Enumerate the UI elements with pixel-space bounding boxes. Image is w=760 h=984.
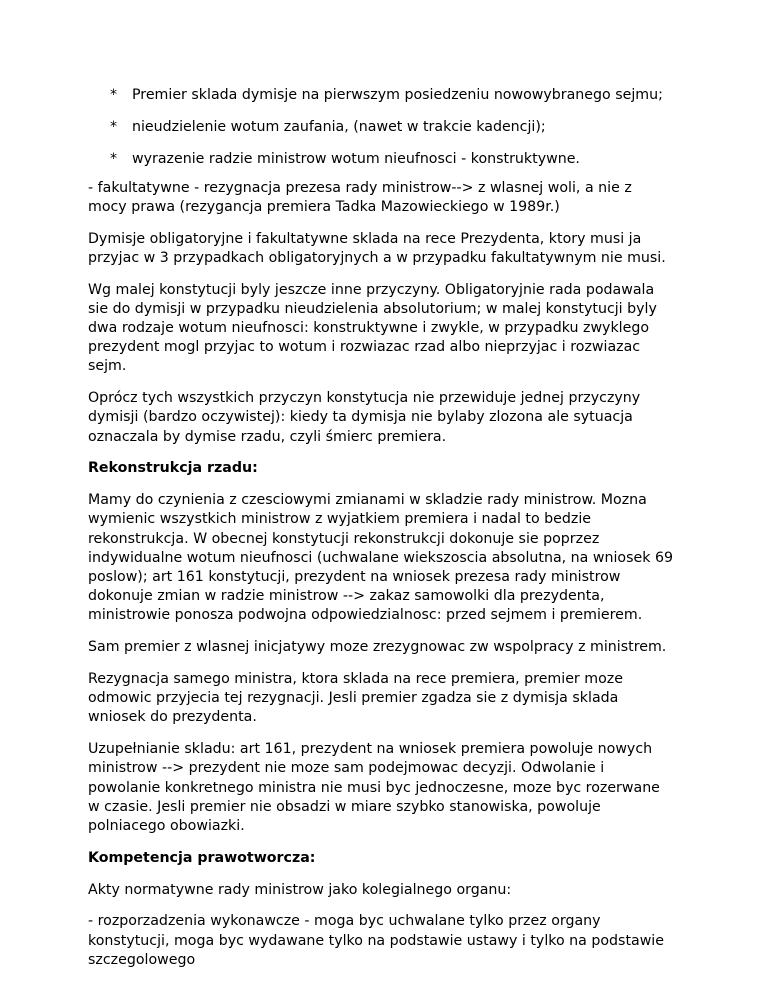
paragraph-mala-konstytucja: Wg malej konstytucji byly jeszcze inne przyczyny. Obligatoryjnie rada podawala sie do dymisji w przypadku nieudzielenia absolutorium; w malej konstytucji byly dwa rodzaje wotum nieufnosci: konstruktywne i zwykle, w przypadku zwyklego prezydent mogl przyjac to wotum i rozwiazac rzad albo nieprzyjac i rozwiazac sejm. bbox=[88, 281, 657, 375]
paragraph-rekonstrukcja: Mamy do czynienia z czesciowymi zmianami w skladzie rady ministrow. Mozna wymienic wszystkich ministrow z wyjatkiem premiera i nadal to bedzie rekonstrukcja. W obecnej konstytucji rekonstrukcji dokonuje sie poprzez indywidualne wotum nieufnosci (uchwalane wiekszoscia absolutna, na wniosek 69 poslow); art 161 konstytucji, prezydent na wniosek prezesa rady ministrow dokonuje zmian w radzie ministrow --> zakaz samowolki dla prezydenta, ministrowie ponosza podwojna odpowiedzialnosc: przed sejmem i premierem. bbox=[88, 492, 673, 624]
paragraph-akty: Akty normatywne rady ministrow jako kolegialnego organu: bbox=[88, 881, 512, 898]
paragraph-dymisje: Dymisje obligatoryjne i fakultatywne sklada na rece Prezydenta, ktory musi ja przyjac w 3 przypadkach obligatoryjnych a w przypadku fakultatywnym nie musi. bbox=[88, 230, 666, 266]
document-page bbox=[88, 86, 674, 983]
list-item bbox=[88, 86, 674, 105]
bullet-mark: * bbox=[110, 87, 118, 103]
list-item bbox=[88, 150, 674, 169]
paragraph-rezygnacja-ministra: Rezygnacja samego ministra, ktora sklada na rece premiera, premier moze odmowic przyjecia tej rezygnacji. Jesli premier zgadza sie z dymisja sklada wniosek do prezydenta. bbox=[88, 671, 623, 726]
bullet-mark: * bbox=[110, 151, 118, 168]
list-item-text: wyrazenie radzie ministrow wotum nieufnosci - konstruktywne. bbox=[132, 151, 580, 168]
paragraph-uzupelnianie: Uzupełnianie skladu: art 161, prezydent na wniosek premiera powoluje nowych ministrow --> prezydent nie moze sam podejmowac decyzji. Odwolanie i powolanie konkretnego ministra nie musi byc jednoczesne, moze byc rozerwane w czasie. Jesli premier nie obsadzi w miare szybko stanowiska, powoluje polniacego obowiazki. bbox=[88, 741, 660, 835]
paragraph-rozporzadzenia: - rozporzadzenia wykonawcze - moga byc uchwalane tylko przez organy konstytucji, moga byc wydawane tylko na podstawie ustawy i tylko na podstawie szczegolowego bbox=[88, 913, 664, 968]
heading-rekonstrukcja: Rekonstrukcja rzadu: bbox=[88, 460, 258, 477]
paragraph-przyczyny: Oprócz tych wszystkich przyczyn konstytucja nie przewiduje jednej przyczyny dymisji (bardzo oczywistej): kiedy ta dymisja nie bylaby zlozona ale sytuacja oznaczala by dymise rzadu, czyli śmierc premiera. bbox=[88, 390, 641, 445]
list-item-text: nieudzielenie wotum zaufania, (nawet w trakcie kadencji); bbox=[132, 119, 546, 136]
paragraph-sam-premier: Sam premier z wlasnej inicjatywy moze zrezygnowac zw wspolpracy z ministrem. bbox=[88, 639, 667, 656]
paragraph-fakultatywne: - fakultatywne - rezygnacja prezesa rady ministrow--> z wlasnej woli, a nie z mocy prawa (rezygancja premiera Tadka Mazowieckiego w 1989r.) bbox=[88, 179, 632, 215]
list-item bbox=[88, 118, 674, 137]
list-item-text: Premier sklada dymisje na pierwszym posiedzeniu nowowybranego sejmu; bbox=[132, 87, 663, 103]
heading-kompetencja: Kompetencja prawotworcza: bbox=[88, 849, 316, 866]
bullet-mark: * bbox=[110, 119, 118, 136]
